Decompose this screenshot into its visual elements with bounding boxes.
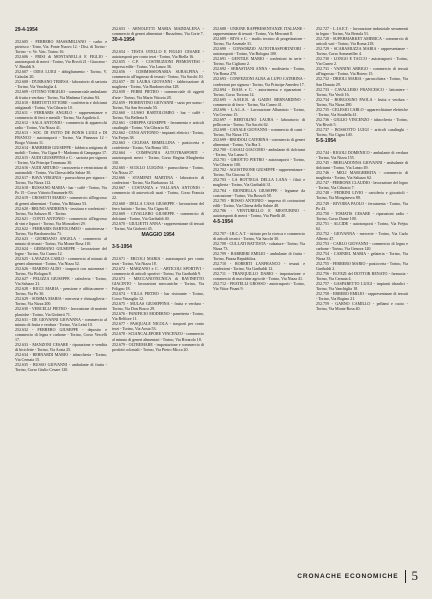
footer-divider [405,570,406,583]
register-entry: 252.654 - TESTA OTELLO E FIGLIO CESARE - autotrasporti per conto terzi - Torino, Via Biella 16. [112,49,204,60]
register-entry: 252.705 - ROSSO ANTONIO - impresa di costruzioni edili - Torino, Via Chiesa della Salute 48. [213,197,305,208]
register-entry: 252.613 - SOC. DI FATTO DE BONIS LUIGI e DI FRANCO - autotrasporti - Torino, Via Pianezza 12 - Borgo Vittoria 11. [15,129,107,145]
register-entry: 252.655 - C.P. - COSTRUZIONI PIEMONTESI - impresa edile - Torino, Via Lanzo 36. [112,59,204,70]
register-entry: 252.735 - CELESIO CARLO - apparecchiature elettriche - Torino, Via Stradella 41. [316,106,408,117]
register-entry: 252.657 - DI LAURA GIOVANNI - fabbricazione di maglieria - Torino, Via Bardonecchia 128. [112,79,204,90]
text-column-1 [15,26,107,571]
register-entry: 252.629 - SOMMA MARIA - merceria e chincaglieria - Torino, Via Nizza 200. [15,296,107,307]
register-entry: 252.694 - ISAIA e C. - autorimessa e riparazioni - Torino, Corso Tortona 14. [213,86,305,97]
register-entry: 252.708 - CULLATI BATTISTA - calzature - Torino, Via Nizza 73. [213,240,305,251]
register-entry: 252.627 - PELIZZA GIUSEPPE - calzoleria - Torino, Via Saluzzo 21. [15,276,107,287]
register-entry: 252.656 - COMMISSIONARIA SUBALPINA - commercio all'ingrosso di tessuti - Torino, Via Sacchi 10. [112,69,204,80]
register-entry: 252.653 - ARNOLETTI MARIA MADDALENA - commercio di generi alimentari - Bussoleno, Via Corte 7. [112,26,204,37]
register-entry: 252.622 - FERRARIS BARTOLOMEO - autorimessa - Torino, Via Bardonecchia 71. [15,225,107,236]
register-entry: 252.662 - CENA ANTONIO - impianti elettrici - Torino, Via Frejus 38. [112,129,204,140]
register-entry: 252.665 - SCOLLO LUIGINA - parrucchiera - Torino, Via Nizza 27. [112,165,204,176]
register-entry: 252.752 - GIOVANNA - mercerie - Torino, Via Carlo Alberto 47. [316,230,408,241]
register-entry: 252.754 - CARNIEL MARIA - gelateria - Torino, Via Nizza 33. [316,250,408,262]
register-entry: 252.674 - VILLA PIETRO - bar ristorante - Torino, Corso Vinzaglio 12. [112,291,204,302]
register-entry: 252.690 - CONSORZIO AUTOTRASPORTATORI - autotrasporti - Torino, Via Bologna 100. [213,46,305,57]
register-entry: 252.704 - BIONDELLA GIUSEPPE - legname da costruzione - Torino, Via Bossoli 58. [213,187,305,198]
register-entry: 252.702 - AGOSTINONE GIUSEPPE - rappresentanze - Torino, Via Giacosa 11. [213,167,305,178]
register-entry: 252.695 - A.M.E.B. di GAIDO BERNARDINO - commercio di ferro - Torino, Via Cuneo 41. [213,96,305,107]
register-entry: 252.710 - ROBERTI LANFRANCO - tessuti e confezioni - Torino, Via Garibaldi 12. [213,261,305,272]
register-entry: 252.633 - MANZONI CESARE - riparazione e vendita di biciclette - Torino, Via Aosta 25. [15,341,107,352]
register-entry: 252.744 - RIGOLI DOMENICO - ambulante di verdura - Torino, Via Nizza 155. [316,150,408,161]
register-entry: 252.703 - LA BOTTEGA DELLA LANA - filati e maglieria - Torino, Via Garibaldi 31. [213,177,305,188]
register-entry: 252.753 - CARLO GIOVANNI - commercio di legna e carbone - Torino, Via Genova 120. [316,240,408,251]
register-entry: 252.699 - BRODOLI CATERINA - commercio di generi alimentari - Torino, Via Bra 3. [213,137,305,148]
page-footer [297,568,418,584]
register-entry: 252.730 - LONGO E TACCO - autotrasporti - Torino, Via Cuneo 2. [316,56,408,67]
register-entry: 252.675 - MULAS GIUSEPPINA - frutta e verdura - Torino, Via Don Bosco 29. [112,301,204,312]
register-entry: 252.701 - GHIOTTO PIETRO - autotrasporti - Torino, Via Cibrario 100. [213,157,305,168]
register-entry: 252.693 - CONFEZIONI ALBA di LUPO CATERINA - confezioni per signora - Torino, Via Principe Amedeo 17. [213,76,305,87]
register-entry: 252.697 - BERTOLINO LAURA - laboratorio di pellicceria - Torino, Via Sacchi 62. [213,116,305,127]
register-entry: 252.626 - MARINO ALDO - trasporti con automezzi - Torino, Via Bologna 8. [15,266,107,277]
register-entry: 252.700 - CASALI GIACOMO - ambulante di dolciumi - Torino, Via Lanzo 5. [213,147,305,158]
register-entry: 252.734 - BORGOGNO PAOLA - frutta e verdura - Torino, Via Nizza 280. [316,96,408,107]
register-entry: 252.711 - TRANQUILLO DARIO - importazione e commercio di macchine agricole - Torino, Via Nizza 41. [213,271,305,282]
register-entry: 252.670 - GIULIETTI ANNA - rappresentanze di tessuti - Torino, Via Gioberti 45. [112,220,204,231]
publication-title: CRONACHE ECONOMICHE [297,572,399,580]
date-heading: MAGGIO 1954 [141,231,175,238]
register-entry: 252.610 - BERTOTTI ETTORE - confetteria e dolciumi artigianali - Torino, Via Cibrario 10. [15,99,107,110]
register-entry: 252.731 - VANNINI ARRIGO - commercio di tessuti all'ingrosso - Torino, Via Botero 15. [316,66,408,77]
register-entry: 252.749 - RIVOIRA PAOLO - ferramenta - Torino, Via Po 43. [316,200,408,211]
register-entry: 252.624 - GERMANO GIUSEPPE - lavorazione del legno - Torino, Via Cuneo 12. [15,245,107,256]
register-entry: 252.620 - BRUNO ANDREINA - tessitura e confezioni - Torino, Via Saluzzo 81 - Torino. [15,205,107,216]
register-entry: 252.727 - L.I.S.E.T. - lavorazione industriale serramenti in legno - Torino, Via Bertola 51. [316,26,408,37]
register-entry: 252.679 - OLTREMARE - importazione e commercio di prodotti coloniali - Torino, Via Pietro Micca 20. [112,341,204,352]
register-entry: 252.692 - SEBASTIANI ANNA - modisteria - Torino, Via Roma 270. [213,66,305,77]
register-entry: 252.751 - ALCIDE - autotrasporti - Torino, Via Fréjus 62. [316,220,408,231]
register-entry: 252.678 - SCIANCALEPORE VINCENZO - commercio al minuto di generi alimentari - Torino, Via Rivarolo 18. [112,331,204,342]
register-entry: 252.618 - BUSSANO MARIA - bar - caffè - Torino, Via Po 15 - Corso Vittorio Emanuele 83. [15,185,107,196]
register-entry: 252.625 - LAVAZZA CARLO - commercio al minuto di generi alimentari - Torino, Via Nizza 52. [15,256,107,267]
register-entry: 252.667 - COSTANZA e VALLANA ANTONIO - commercio di autoveicoli usati - Torino, Corso Francia 22. [112,185,204,201]
page-number: 5 [411,568,418,583]
register-entry: 252.609 - OTTINO VIRGILIO - commerciale ambulante di frutta e verdura - Torino, Via Madama Cristina 94. [15,89,107,100]
register-entry: 252.758 - ERRERO EMILIO - rappresentanze di tessuti - Torino, Via Bogino 21. [316,291,408,302]
text-column-4 [316,26,408,571]
register-entry: 252.745 - BREGADONNA GIOVANNI - ambulante di dolciumi - Torino, Via Lanzo 49. [316,160,408,171]
register-entry: 252.617 - BAVA VIRGINIA - parrucchiera per signora - Torino, Via Nizza 112. [15,175,107,186]
register-entry: 252.748 - PEDRINI LIVIO - cartoleria e giocattoli - Torino, Via Monginevro 88. [316,190,408,201]
register-entry: 252.628 - RICCI MARIA - pensione e affittacamere - Torino, Via Po 30. [15,286,107,297]
register-entry: 252.666 - STAMPATI MARTINA - laboratorio di confezioni - Torino, Via Barbaroux 14. [112,175,204,186]
register-entry: 252.630 - VERCELLI PIETRO - lavorazione di materie plastiche - Torino, Via Gioberti 71. [15,306,107,317]
register-entry: 252.689 - RIVA e C. - studio tecnico di progettazione - Torino, Via Arsenale 31. [213,36,305,47]
register-entry: 252.659 - FIORENTINO GIOVANNI - sarto per uomo - Torino, Via San Secondo 55. [112,99,204,110]
date-heading: 3-5-1954 [112,243,132,250]
register-entry: 252.664 - COMPAGNIA AUTOTRASPORTI - autotrasporti merci - Torino, Corso Regina Margherita 150. [112,150,204,166]
register-entry: 252.619 - CROSETTI MARIO - commercio all'ingrosso di generi alimentari - Torino, Via Bibiana 53. [15,195,107,206]
register-entry: 252.755 - FERRERO MARIO - pasticceria - Torino, Via Garibaldi 2. [316,261,408,272]
date-heading: 5-5-1954 [316,138,336,145]
register-entry: 252.606 - FRISI di MONTANELLA E FIGLIO - autotrasporti di merci - Torino, Via Rivoli 21 - Giacomo - V. Rinaldi S. [15,54,107,70]
register-entry: 252.747 - PERRONE CLAUDIO - lavorazione del legno - Torino, Via Cibrario 7. [316,180,408,191]
register-entry: 252.615 - AUDI GIUSEPPINA e C. - sartoria per signora - Torino, Via Principe Tommaso 30. [15,155,107,166]
register-entry: 252.668 - DELLA CASA GIUSEPPE - lavorazione del ferro battuto - Torino, Via Cigna 61. [112,200,204,211]
register-entry: 252.707 - I.R.C.A.T. - istituto per la ricerca e commercio di articoli tecnici - Torino, Via Sacchi 30. [213,230,305,241]
register-entry: 252.669 - CIVALLERO GIUSEPPE - commercio di dolciumi - Torino, Via Garibaldi 40. [112,210,204,221]
register-entry: 252.632 - FERRERO GIUSEPPE - deposito e commercio di legna e carbone - Torino, Corso Vercelli 17. [15,326,107,342]
register-entry: 252.677 - PASQUALE NICOLA - trasporti per conto terzi - Torino, Via Aosta 53. [112,321,204,332]
register-entry: 252.729 - SCARAMUZZA MARIA - rappresentanze - Torino, Corso Sommeiller 4. [316,46,408,57]
date-heading: 29-4-1954 [15,27,38,33]
register-entry: 252.732 - DRIOLI MARIA - parrucchiera - Torino, Via San Donato 29. [316,76,408,87]
register-entry: 252.673 - MECCANOTECNICA di BAVINETTO GIACINTO - lavorazioni meccaniche - Torino, Via Foligno 18. [112,275,204,292]
register-entry: 252.660 - LUSSO BARTOLOMEO - bar - caffè - Torino, Via Bellezia 8. [112,109,204,120]
register-entry: 252.611 - FERRARIS ANGELO - rappresentanze e commercio di ferri e metalli - Torino, Via Aquileia 4. [15,109,107,120]
register-entry: 252.621 - CONTI ANTONIO - commercio all'ingrosso di vini e liquori - Torino, Via Moncalieri 29. [15,215,107,226]
register-entry: 252.759 - GARNO CAMILLO - pellami e cuoio - Torino, Via Monte Rosa 40. [316,301,408,312]
register-entry: 252.737 - BOSSOTTO LUIGI - articoli casalinghi - Torino, Via Cigna 140. [316,126,408,137]
date-heading: 4-5-1954 [213,218,233,225]
register-entry: 252.614 - BARBERIS GIUSEPPE - fabbrica artigiana di mobili - Torino, Via Cigna 9 - Madonna di Campagna 17. [15,144,107,156]
text-column-2 [112,26,204,571]
register-entry: 252.698 - CANALE GIOVANNI - commercio di carni - Torino, Via Nizza 172. [213,126,305,137]
text-column-3 [213,26,305,571]
register-entry: 252.658 - FERRI PIETRO - commerciale di oggetti d'arte - Torino, Via Maria Vittoria 28. [112,89,204,100]
register-entry: 252.612 - SALA ANTONIO - commercio di apparecchi radio - Torino, Via Nizza 41. [15,119,107,130]
register-entry: 252.635 - BUSSO GIOVANNI - ambulante di frutta - Torino, Corso Giulio Cesare 120. [15,362,107,373]
register-entry: 252.746 - MELI MARGHERITA - commercio di maglieria - Torino, Via Saluzzo 62. [316,170,408,181]
register-entry: 252.663 - CELESIA ERMELLINA - pasticceria e confetteria - Torino, Via Roma 101. [112,139,204,150]
register-entry: 252.631 - DE GIOVANNI GIOVANNA - commercio al minuto di frutta e verdura - Torino, Via Leinì 10. [15,316,107,327]
register-entry: 252.709 - BARBIERI EMILIO - ambulante di frutta - Torino, Piazza Repubblica. [213,250,305,262]
register-entry: 252.733 - CAVALLERO FRANCESCO - lattoniere - Torino, Via Verdi 16. [316,86,408,97]
register-entry: 252.750 - TOMATIS CESARE - riparazioni radio - Torino, Corso Dante 100. [316,210,408,221]
register-entry: 252.672 - MARZANO e C. - ARTICOLI SPORTIVI - commercio di articoli sportivi - Torino, Via Garibaldi 9. [112,265,204,276]
register-entry: 252.607 - ODIA LUIGI - abbigliamento - Torino, V. Calzolai 20. [15,69,107,80]
register-entry: 252.676 - PANIFICIO MODERNO - panetteria - Torino, Via Belfiore 11. [112,311,204,322]
register-entry: 252.623 - GIORDANO ANGELA - commercio al minuto di tessuti - Torino, Via Monte Rosa 110. [15,235,107,246]
register-entry: 252.736 - GIGLIO VINCENZO - tabaccheria - Torino, Via Rivoli 5. [316,116,408,127]
register-entry: 252.706 - VENTURELLO E MESTURINO - autotrasporti di merci - Torino, Via Pinelli 40. [213,207,305,218]
register-entry: 252.688 - UNIONE RAPPRESENTANZE ITALIANE - rappresentanze di tessuti - Torino, Via Mercanti 8. [213,26,305,37]
register-entry: 252.757 - GASPARETTO LUIGI - impianti idraulici - Torino, Via Vanchiglia 18. [316,281,408,292]
register-entry: 252.661 - CHIEPPA GIUSEPPE - ferramenta e articoli casalinghi - Torino, Via Cibrario 82. [112,119,204,130]
register-entry: 252.616 - AUDI ARTURO - carrozzeria e verniciatura di automobili - Torino, Via Chiesa della Salute 30. [15,165,107,176]
register-entry: 252.608 - D'URBANO TERESA - laboratorio di sartoria - Torino, Via Vanchiglia 4. [15,79,107,90]
register-entry: 252.756 - ELVEZI del DOTTOR RENATO - farmacia - Torino, Via Cernaia 4. [316,271,408,282]
register-entry: 252.728 - SUPERMARKET AMERICA - commercio di articoli vari - Torino, Via Roma 218. [316,36,408,47]
register-entry: 252.712 - FRATELLI GROSSO - autotrasporti - Torino, Via Vittor Pisani 9. [213,281,305,292]
register-entry: 252.696 - L.A.L.A. - Lavorazione Alluminio - Torino, Via Cervino 15. [213,106,305,117]
date-heading: 30-4-1954 [112,37,135,44]
register-entry: 252.634 - BERNARDI MARIO - tabaccheria - Torino, Via Cernaia 15. [15,351,107,362]
register-entry: 252.691 - GENTILE MARIO - confezioni in serie - Torino, Via Cigliano 2. [213,56,305,67]
register-entry: 252.671 - ERCOLI MARIA - autotrasporti per conto terzi - Torino, Via Nizza 18. [112,255,204,266]
register-entry: 252.605 - FERRERO MASSIMILIANO - carbo e pietrisco - Trino, Via. Ponte Nuovo 12. - Dist. di Torino - Torino - v. Ve. Vaic. Torino 16. [15,39,107,55]
